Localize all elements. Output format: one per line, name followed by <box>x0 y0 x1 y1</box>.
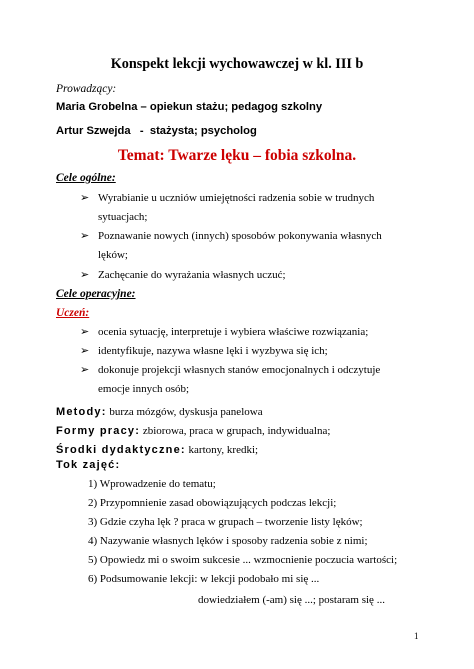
course-step-6-continuation: dowiedziałem (-am) się ...; postaram się ... <box>198 594 385 606</box>
operational-goal-1: ocenia sytuację, interpretuje i wybiera właściwe rozwiązania; <box>98 326 369 338</box>
operational-goal-2: identyfikuje, nazywa własne lęki i wyzbywa się ich; <box>98 345 328 357</box>
general-goals-label: Cele ogólne: <box>56 172 116 184</box>
forms-label: Formy pracy: <box>56 425 141 437</box>
course-step-5: 5) Opowiedz mi o swoim sukcesie ... wzmocnienie poczucia wartości; <box>88 554 398 566</box>
lesson-topic: Temat: Twarze lęku – fobia szkolna. <box>117 147 357 164</box>
general-goal-2-line2: lęków; <box>98 249 128 261</box>
course-step-2: 2) Przypomnienie zasad obowiązujących podczas lekcji; <box>88 497 337 509</box>
general-goal-3: Zachęcanie do wyrażania własnych uczuć; <box>98 269 286 281</box>
aids-value: kartony, kredki; <box>185 444 259 456</box>
forms-line <box>56 421 330 439</box>
forms-value: zbiorowa, praca w grupach, indywidualna; <box>140 425 331 437</box>
arrow-bullet-icon: ➢ <box>80 325 90 338</box>
methods-value: burza mózgów, dyskusja panelowa <box>106 406 263 418</box>
course-step-6: 6) Podsumowanie lekcji: w lekcji podobało mi się ... <box>88 573 320 585</box>
page-number: 1 <box>414 631 419 641</box>
document-title: Konspekt lekcji wychowawczej w kl. III b <box>110 56 364 72</box>
operational-goal-3-line2: emocje innych osób; <box>98 383 190 395</box>
general-goal-1-line1: Wyrabianie u uczniów umiejętności radzenia sobie w trudnych <box>98 192 375 204</box>
lead-label: Prowadzący: <box>56 83 117 95</box>
general-goal-1-line2: sytuacjach; <box>98 211 148 223</box>
course-label: Tok zajęć: <box>56 459 121 471</box>
course-step-3: 3) Gdzie czyha lęk ? praca w grupach – tworzenie listy lęków; <box>88 516 363 528</box>
methods-line <box>56 402 263 420</box>
arrow-bullet-icon: ➢ <box>80 229 90 242</box>
aids-label: Środki dydaktyczne: <box>56 444 186 456</box>
operational-goal-3-line1: dokonuje projekcji własnych stanów emocjonalnych i odczytuje <box>98 364 381 376</box>
aids-line <box>56 440 258 458</box>
arrow-bullet-icon: ➢ <box>80 363 90 376</box>
arrow-bullet-icon: ➢ <box>80 344 90 357</box>
teacher-1: Maria Grobelna – opiekun stażu; pedagog szkolny <box>56 101 323 113</box>
course-step-4: 4) Nazywanie własnych lęków i sposoby radzenia sobie z nimi; <box>88 535 368 547</box>
student-label: Uczeń: <box>56 307 90 319</box>
operational-goals-label: Cele operacyjne: <box>56 288 136 300</box>
methods-label: Metody: <box>56 406 107 418</box>
course-step-1: 1) Wprowadzenie do tematu; <box>88 478 216 490</box>
general-goal-2-line1: Poznawanie nowych (innych) sposobów pokonywania własnych <box>98 230 382 242</box>
teacher-2: Artur Szwejda - stażysta; psycholog <box>56 125 257 137</box>
arrow-bullet-icon: ➢ <box>80 191 90 204</box>
arrow-bullet-icon: ➢ <box>80 268 90 281</box>
